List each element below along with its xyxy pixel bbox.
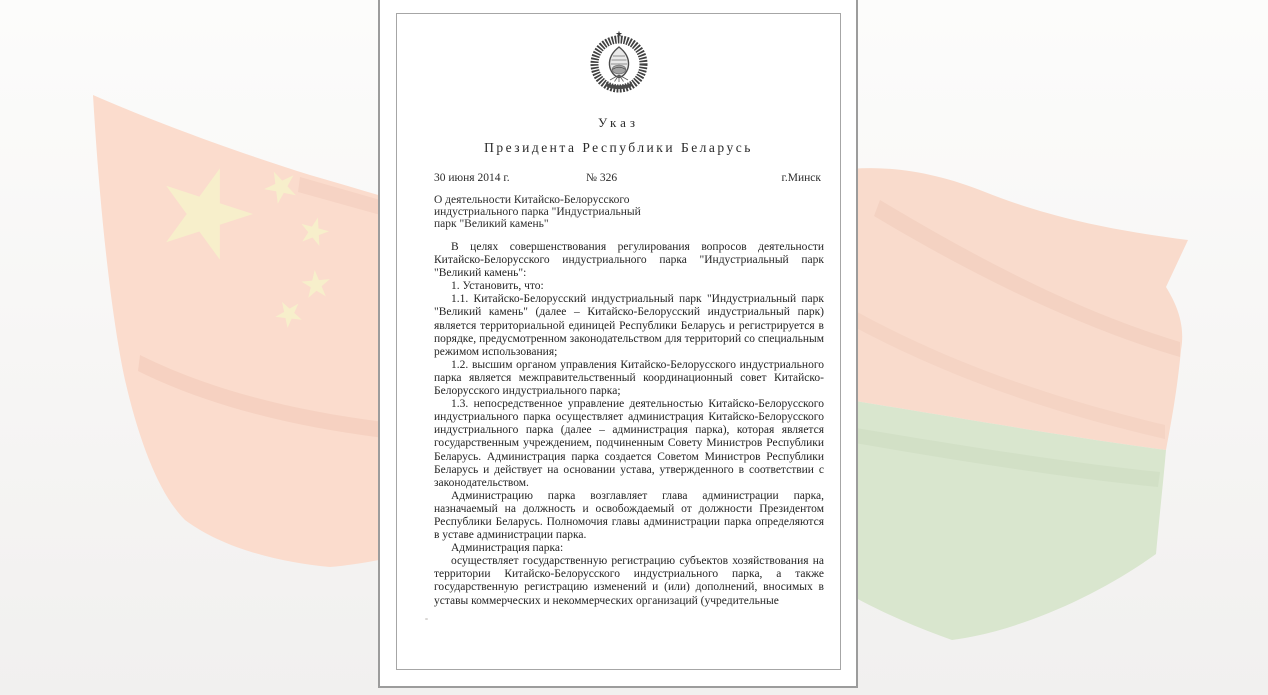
doc-subject-line: индустриального парка "Индустриальный [434, 205, 641, 218]
doc-body [434, 241, 824, 608]
doc-paragraph: Администрация парка: [451, 542, 564, 555]
doc-issuer-title: Президента Республики Беларусь [484, 140, 753, 155]
doc-paragraph: осуществляет государственную регистрацию субъектов хозяйствования на территории Китайско-Белорусского индустриального парка, а также государственную регистрацию изменений и (или) дополнений, вносимых в уставы коммерческих и некоммерческих организаций (учредительные [434, 555, 824, 607]
doc-paragraph: 1.1. Китайско-Белорусский индустриальный парк "Индустриальный парк "Великий камень" (далее – Китайско-Белорусский индустриальный парк) является территориальной единицей Республики Беларусь и регистрируется в порядке, предусмотренном законодательством для территорий со специальным режимом использования; [434, 293, 824, 358]
scan-speck [425, 618, 428, 620]
doc-paragraph: 1.2. высшим органом управления Китайско-Белорусского индустриального парка является межправительственный координационный совет Китайско-Белорусского индустриального парка; [434, 358, 824, 398]
emblem-globe [612, 65, 626, 74]
doc-paragraph: 1.3. непосредственное управление деятельностью Китайско-Белорусского индустриального парка осуществляет администрация Китайско-Белорусского индустриального парка (далее – администрация парка), которая является государственным учреждением, подчиненным Совету Министров Республики Беларусь. Администрация парка создается Советом Министров Республики Беларусь и действует на основании устава, утвержденного в соответствии с законодательством. [434, 398, 824, 489]
doc-paragraph: Администрацию парка возглавляет глава администрации парка, назначаемый на должность и освобождаемый от должности Президентом Республики Беларусь. Полномочия главы администрации парка определяются в уставе администрации парка. [434, 489, 824, 542]
doc-number: № 326 [586, 172, 618, 184]
emblem-rays [610, 75, 628, 82]
doc-meta-row [434, 172, 821, 186]
doc-type-title: Указ [597, 115, 640, 130]
doc-date: 30 июня 2014 г. [434, 172, 510, 184]
doc-subject [434, 195, 674, 230]
doc-place: г.Минск [781, 172, 821, 184]
doc-subject-line: О деятельности Китайско-Белорусского [434, 194, 630, 206]
doc-paragraph: В целях совершенствования регулирования вопросов деятельности Китайско-Белорусского индустриального парка "Индустриальный парк "Великий камень": [434, 241, 824, 280]
belarus-coat-of-arms-icon [587, 29, 651, 95]
doc-subject-line: парк "Великий камень" [434, 217, 549, 230]
doc-paragraph: 1. Установить, что: [451, 280, 544, 293]
document-page [396, 13, 841, 670]
